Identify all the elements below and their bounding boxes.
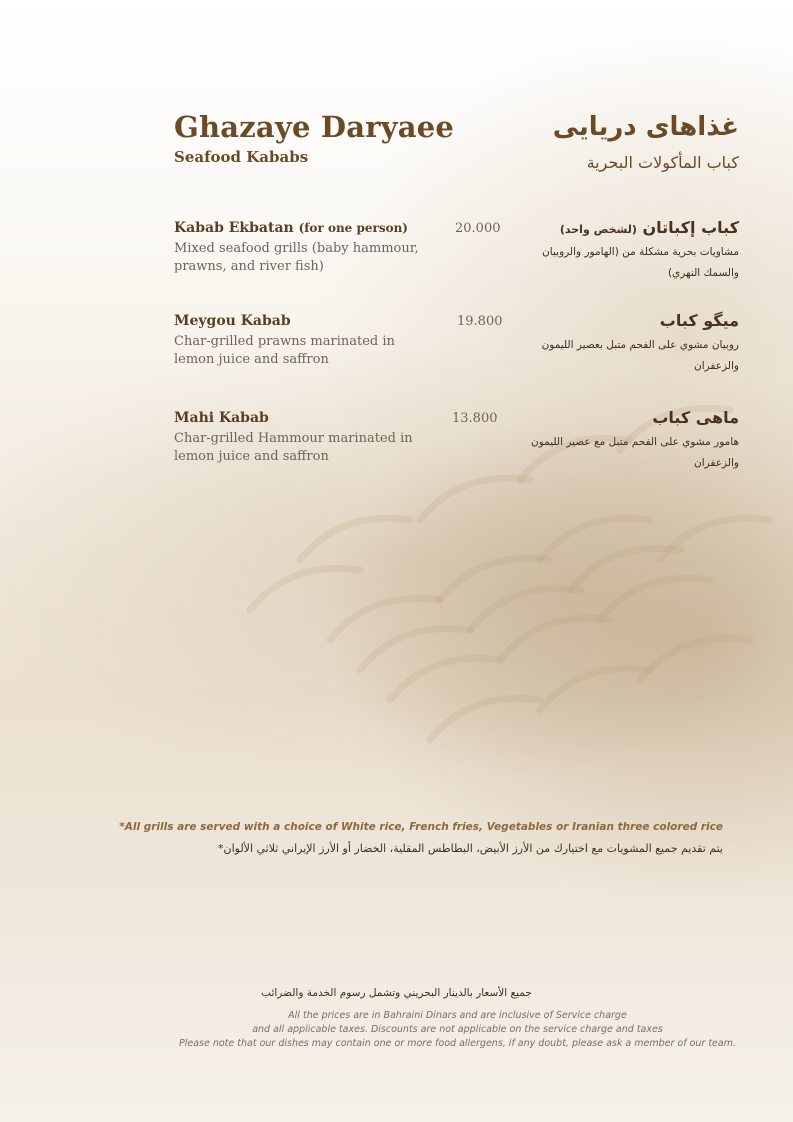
item-name-text: Kabab Ekbatan xyxy=(174,220,294,236)
item-name-arabic-text: كباب إكباتان xyxy=(642,218,739,237)
menu-item-kabab-ekbatan xyxy=(0,220,793,300)
item-description-arabic: هامور مشوي على الفحم متبل مع عصير الليمون والزعفران xyxy=(531,436,739,469)
page-title: Ghazaye Daryaee xyxy=(174,110,455,144)
item-name-arabic: میگو كباب xyxy=(659,311,739,330)
item-description: Char-grilled prawns marinated in lemon juice and saffron xyxy=(174,334,395,367)
item-description-arabic: مشاويات بحرية مشكلة من (الهامور والروبيان والسمك النهري) xyxy=(542,246,739,279)
footer-line-3: Please note that our dishes may contain one or more food allergens, if any doubt, please ask a member of our team. xyxy=(178,1038,736,1049)
item-name-arabic: ماهی كباب xyxy=(652,408,739,427)
item-price: 13.800 xyxy=(452,411,498,426)
page-subtitle: Seafood Kababs xyxy=(174,148,309,166)
item-description: Char-grilled Hammour marinated in lemon juice and saffron xyxy=(174,431,413,464)
menu-item-mahi-kabab xyxy=(0,410,793,490)
item-name: Meygou Kabab xyxy=(174,313,291,329)
menu-item-meygou-kabab xyxy=(0,313,793,393)
footer-line-1: All the prices are in Bahraini Dinars and are inclusive of Service charge xyxy=(288,1010,627,1021)
item-price: 20.000 xyxy=(455,221,501,236)
page-subtitle-arabic: كباب المأكولات البحرية xyxy=(586,153,739,172)
grills-note: *All grills are served with a choice of White rice, French fries, Vegetables or Iranian three colored rice xyxy=(119,821,723,833)
item-name xyxy=(174,220,408,236)
item-note: (for one person) xyxy=(298,221,408,235)
item-note-arabic: (لشخص واحد) xyxy=(559,223,637,236)
footer-prices-arabic: جميع الأسعار بالدينار البحريني وتشمل رسوم الخدمة والضرائب xyxy=(261,987,532,999)
item-name: Mahi Kabab xyxy=(174,410,269,426)
item-price: 19.800 xyxy=(457,314,503,329)
item-description: Mixed seafood grills (baby hammour, prawns, and river fish) xyxy=(174,241,419,274)
footer-line-2: and all applicable taxes. Discounts are not applicable on the service charge and taxes xyxy=(252,1024,663,1035)
grills-note-arabic: يتم تقديم جميع المشويات مع اختيارك من الأرز الأبيض، البطاطس المقلية، الخضار أو الأرز الإيراني ثلاثي الألوان* xyxy=(218,842,723,855)
item-name-arabic xyxy=(560,218,739,237)
item-description-arabic: روبيان مشوي على الفحم متبل بعصير الليمون والزعفران xyxy=(541,339,739,372)
page-title-arabic: غذاهای دریایی xyxy=(552,112,739,142)
